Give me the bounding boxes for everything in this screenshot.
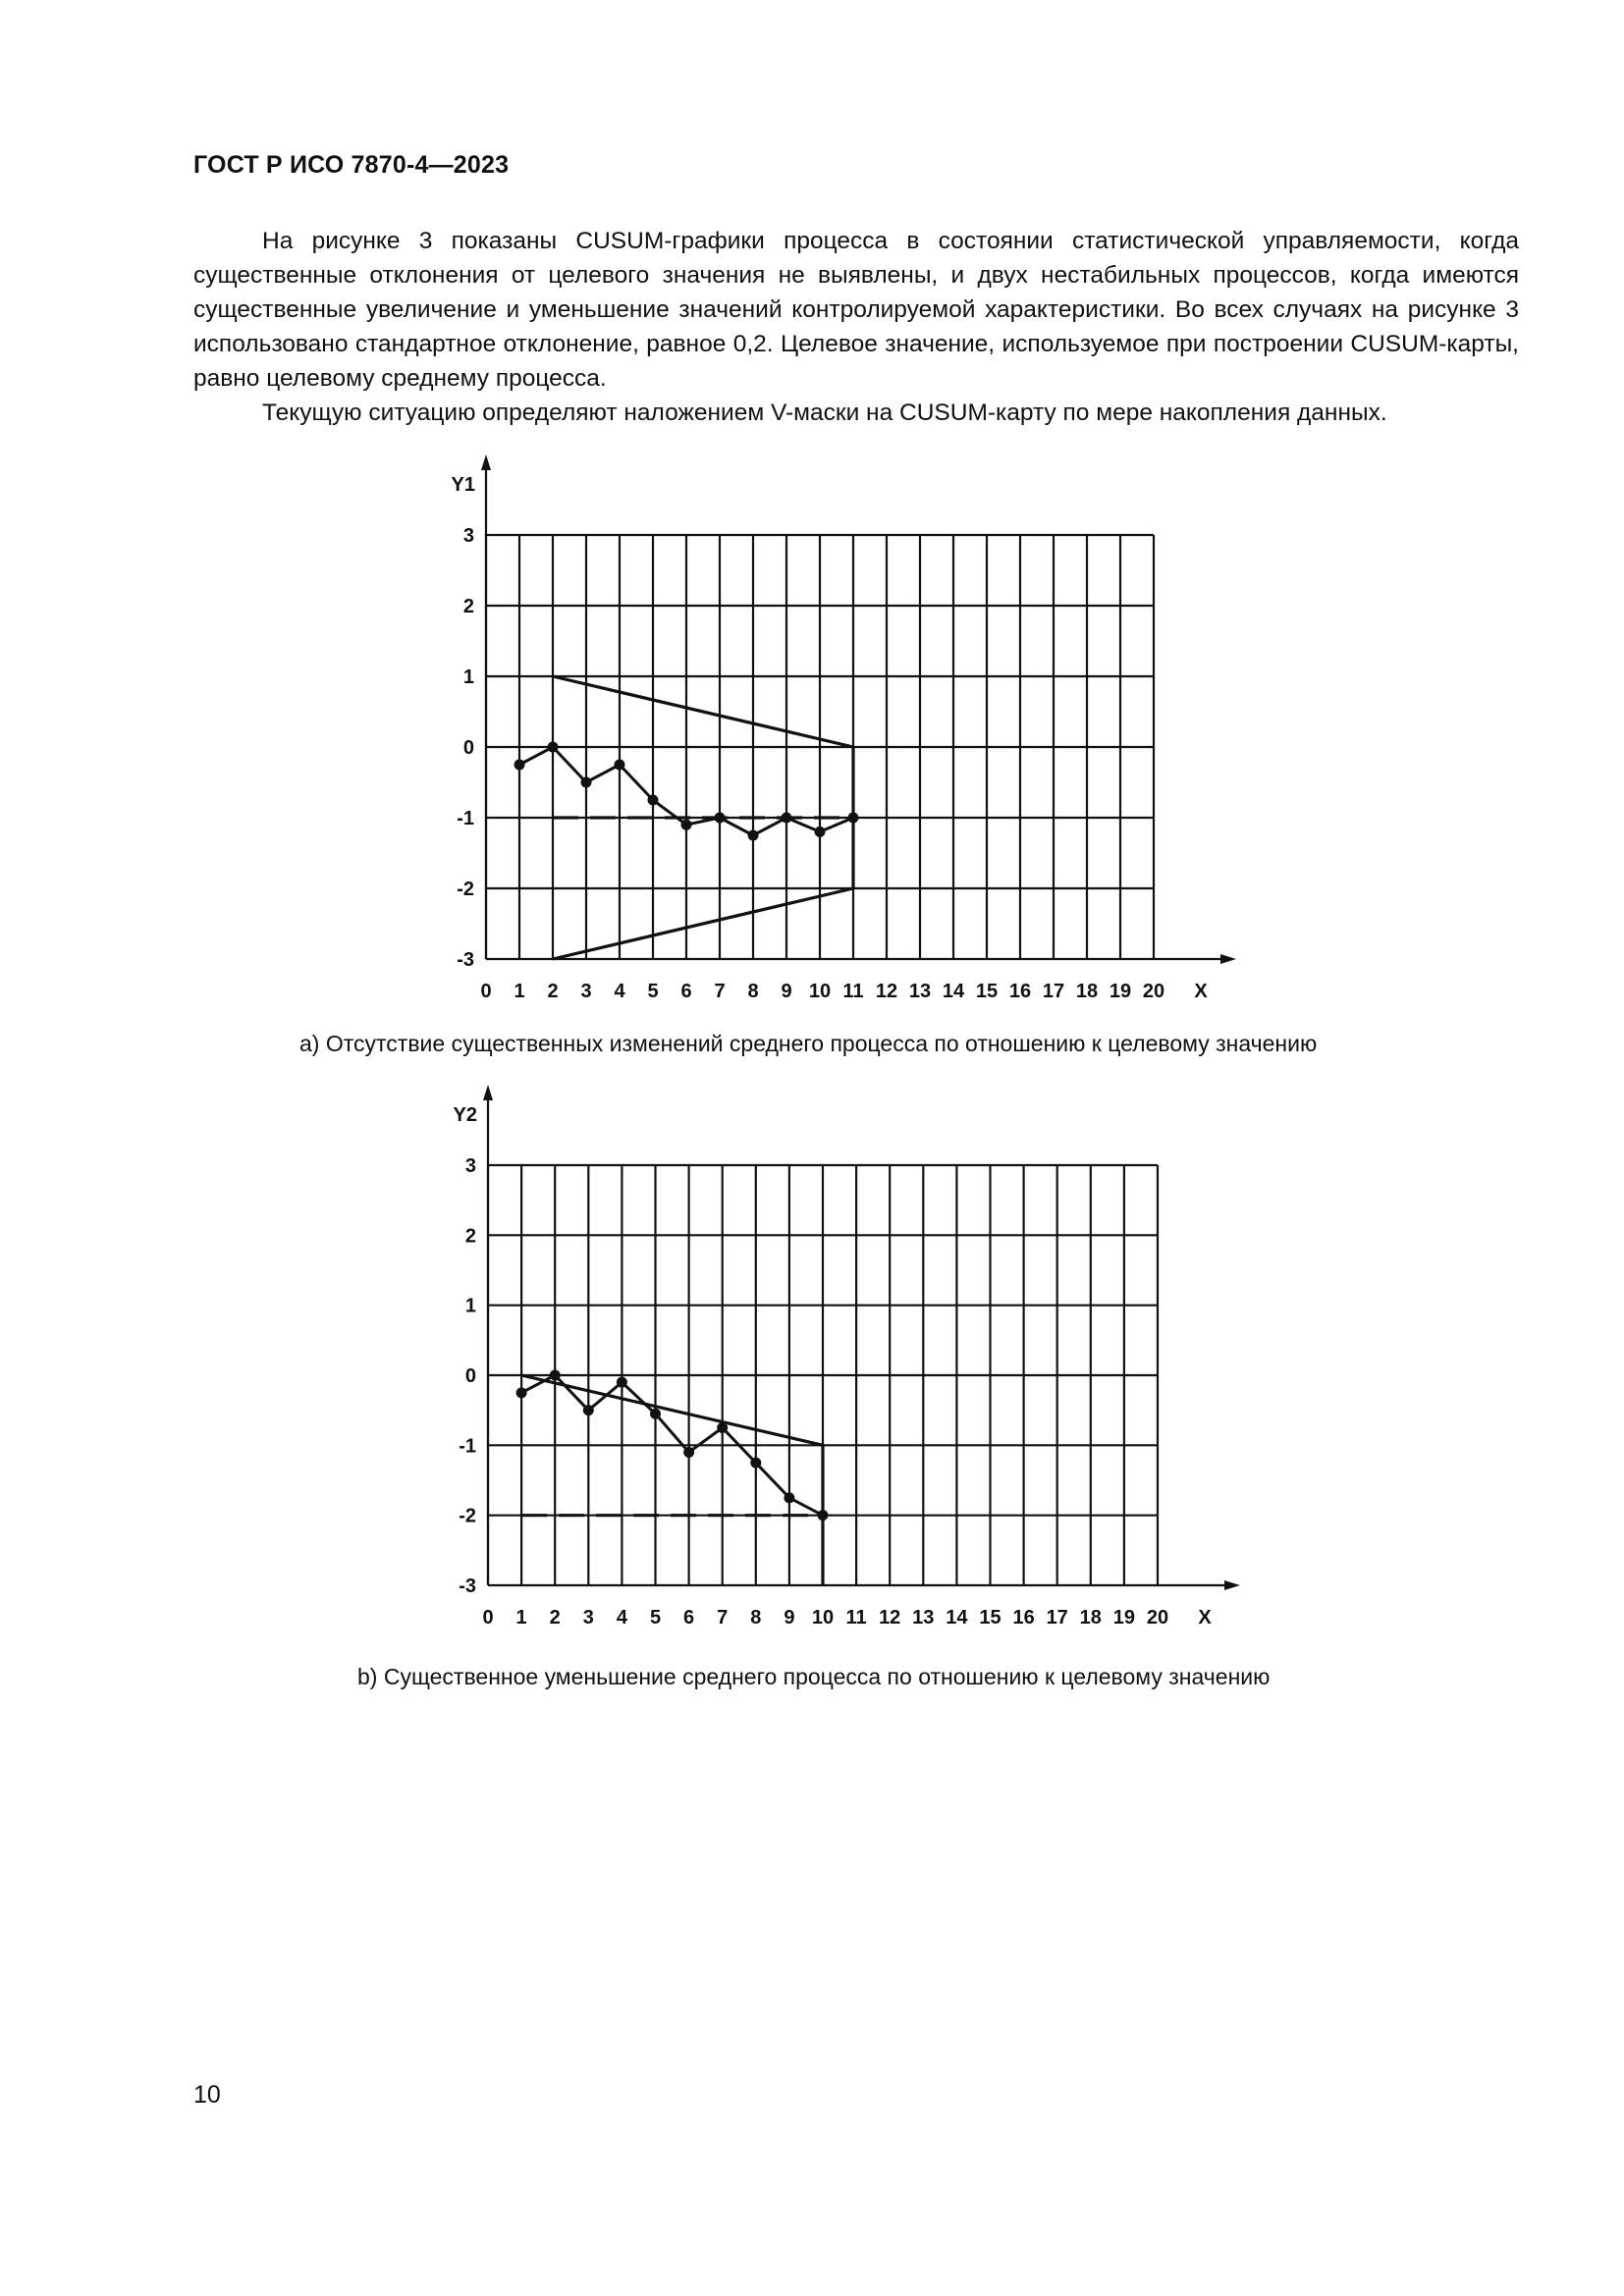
body-text	[193, 224, 1519, 430]
chart-b-x-axis-label: X	[1198, 1607, 1212, 1629]
paragraph-1: На рисунке 3 показаны CUSUM-графики процесса в состоянии статистической управляемости, когда существенные отклонения от целевого значения не выявлены, и двух нестабильных процессов, когда имеются существенные увеличение и уменьшение значений контролируемой характеристики. Во всех случаях на рисунке 3 использовано стандартное отклонение, равное 0,2. Целевое значение, используемое при построении CUSUM-карты, равно целевому среднему процесса.	[193, 228, 1519, 392]
chart-b-x-tick-label: 18	[1079, 1607, 1102, 1629]
chart-a-x-axis-arrow	[1220, 954, 1236, 964]
chart-a-data-point	[615, 760, 625, 771]
chart-a-x-tick-label: 0	[480, 981, 492, 1002]
chart-a-x-tick-label: 13	[908, 981, 932, 1002]
cusum-chart-a	[432, 452, 1296, 1001]
chart-a-x-tick-label: 12	[875, 981, 898, 1002]
chart-a-x-tick-label: 1	[514, 981, 525, 1002]
chart-a-data-point	[648, 795, 659, 806]
chart-a-data-point	[848, 813, 859, 824]
chart-b-data-point	[683, 1447, 694, 1458]
chart-a-x-tick-label: 10	[808, 981, 832, 1002]
chart-a-y-tick-label: 1	[462, 667, 474, 688]
chart-a-y-axis-arrow	[481, 454, 491, 470]
chart-b-x-tick-label: 9	[784, 1607, 795, 1629]
chart-b-data-point	[750, 1458, 761, 1468]
chart-a-x-tick-label: 4	[614, 981, 625, 1002]
chart-a-x-tick-label: 20	[1142, 981, 1165, 1002]
chart-a-data-point	[681, 820, 692, 830]
chart-a-x-tick-label: 17	[1042, 981, 1065, 1002]
chart-b-x-tick-label: 7	[717, 1607, 729, 1629]
chart-a-y-tick-label: -1	[457, 808, 474, 829]
chart-a-x-tick-label: 7	[714, 981, 726, 1002]
chart-b-x-tick-label: 17	[1046, 1607, 1068, 1629]
chart-a-data-point	[748, 830, 759, 841]
chart-a-data-point	[782, 813, 792, 824]
chart-b-y-axis-arrow	[483, 1085, 493, 1100]
chart-a-x-tick-label: 18	[1075, 981, 1099, 1002]
chart-b-x-axis-arrow	[1224, 1580, 1240, 1590]
chart-a-x-tick-label: 9	[781, 981, 792, 1002]
chart-b-x-tick-label: 1	[515, 1607, 527, 1629]
chart-a-x-tick-label: 15	[975, 981, 999, 1002]
chart-b-y-tick-label: -1	[459, 1435, 476, 1458]
chart-b-x-tick-label: 10	[811, 1607, 835, 1629]
chart-b-x-tick-label: 19	[1112, 1607, 1136, 1629]
chart-b-x-tick-label: 8	[750, 1607, 762, 1629]
chart-b-data-point	[516, 1387, 527, 1398]
chart-b-x-tick-label: 2	[549, 1607, 561, 1629]
chart-a-x-tick-label: 14	[942, 981, 965, 1002]
chart-a-data-point	[715, 813, 726, 824]
chart-b-x-tick-label: 3	[582, 1607, 594, 1629]
caption-a: а) Отсутствие существенных изменений среднего процесса по отношению к целевому значению	[299, 1031, 1318, 1056]
chart-b-x-tick-label: 15	[979, 1607, 1001, 1629]
caption-b: b) Существенное уменьшение среднего процесса по отношению к целевому значению	[357, 1664, 1271, 1689]
chart-b-data-point	[818, 1510, 829, 1521]
chart-b-y-tick-label: -3	[459, 1575, 476, 1597]
chart-b-data-point	[717, 1422, 728, 1433]
chart-a-x-axis-label: X	[1194, 981, 1208, 1002]
chart-a-data-point	[548, 742, 559, 753]
chart-b-y-axis-label: Y2	[453, 1104, 477, 1126]
chart-a-vmask-lower	[553, 888, 853, 959]
chart-a-y-axis-label: Y1	[451, 474, 475, 496]
chart-b-x-tick-label: 5	[649, 1607, 662, 1629]
chart-b-y-tick-label: 2	[464, 1225, 476, 1248]
chart-a-x-tick-label: 8	[747, 981, 759, 1002]
chart-a-x-tick-label: 11	[842, 981, 864, 1002]
chart-a-x-tick-label: 16	[1008, 981, 1032, 1002]
chart-b-x-tick-label: 14	[946, 1607, 968, 1629]
chart-b-data-point	[550, 1370, 561, 1381]
document-header: ГОСТ Р ИСО 7870-4—2023	[193, 151, 510, 179]
chart-a-x-tick-label: 2	[547, 981, 559, 1002]
chart-b-x-tick-label: 4	[616, 1607, 627, 1629]
chart-b-y-tick-label: 3	[464, 1155, 476, 1177]
chart-b-y-tick-label: 0	[464, 1365, 476, 1387]
chart-a-data-point	[514, 760, 525, 771]
chart-a-y-tick-label: 3	[462, 525, 474, 547]
chart-b-x-tick-label: 12	[879, 1607, 901, 1629]
chart-b-data-point	[784, 1492, 794, 1503]
chart-b-y-tick-label: 1	[464, 1295, 476, 1317]
chart-a-vmask-upper	[553, 676, 853, 747]
chart-b-data-point	[583, 1405, 594, 1415]
chart-b-data-point	[650, 1409, 661, 1419]
chart-b-x-tick-label: 20	[1146, 1607, 1169, 1629]
chart-a-y-tick-label: -3	[457, 949, 474, 971]
chart-a-y-tick-label: 2	[462, 596, 474, 617]
chart-b-data-point	[617, 1377, 627, 1388]
chart-b-x-tick-label: 16	[1012, 1607, 1035, 1629]
chart-a-data-point	[581, 777, 592, 788]
chart-a-x-tick-label: 5	[647, 981, 659, 1002]
chart-b-x-tick-label: 13	[912, 1607, 935, 1629]
chart-a-y-tick-label: -2	[457, 879, 474, 900]
chart-a-data-point	[815, 827, 826, 837]
chart-a-x-tick-label: 6	[680, 981, 692, 1002]
chart-b-y-tick-label: -2	[459, 1505, 476, 1527]
chart-a-x-tick-label: 19	[1109, 981, 1132, 1002]
cusum-chart-b	[432, 1080, 1296, 1639]
chart-b-x-tick-label: 6	[683, 1607, 695, 1629]
chart-a-x-tick-label: 3	[580, 981, 592, 1002]
page-number: 10	[193, 2081, 221, 2109]
chart-a-y-tick-label: 0	[462, 737, 474, 759]
chart-b-x-tick-label: 0	[482, 1607, 494, 1629]
paragraph-2: Текущую ситуацию определяют наложением V-маски на CUSUM-карту по мере накопления данных.	[262, 400, 1387, 426]
chart-b-x-tick-label: 11	[845, 1607, 867, 1629]
